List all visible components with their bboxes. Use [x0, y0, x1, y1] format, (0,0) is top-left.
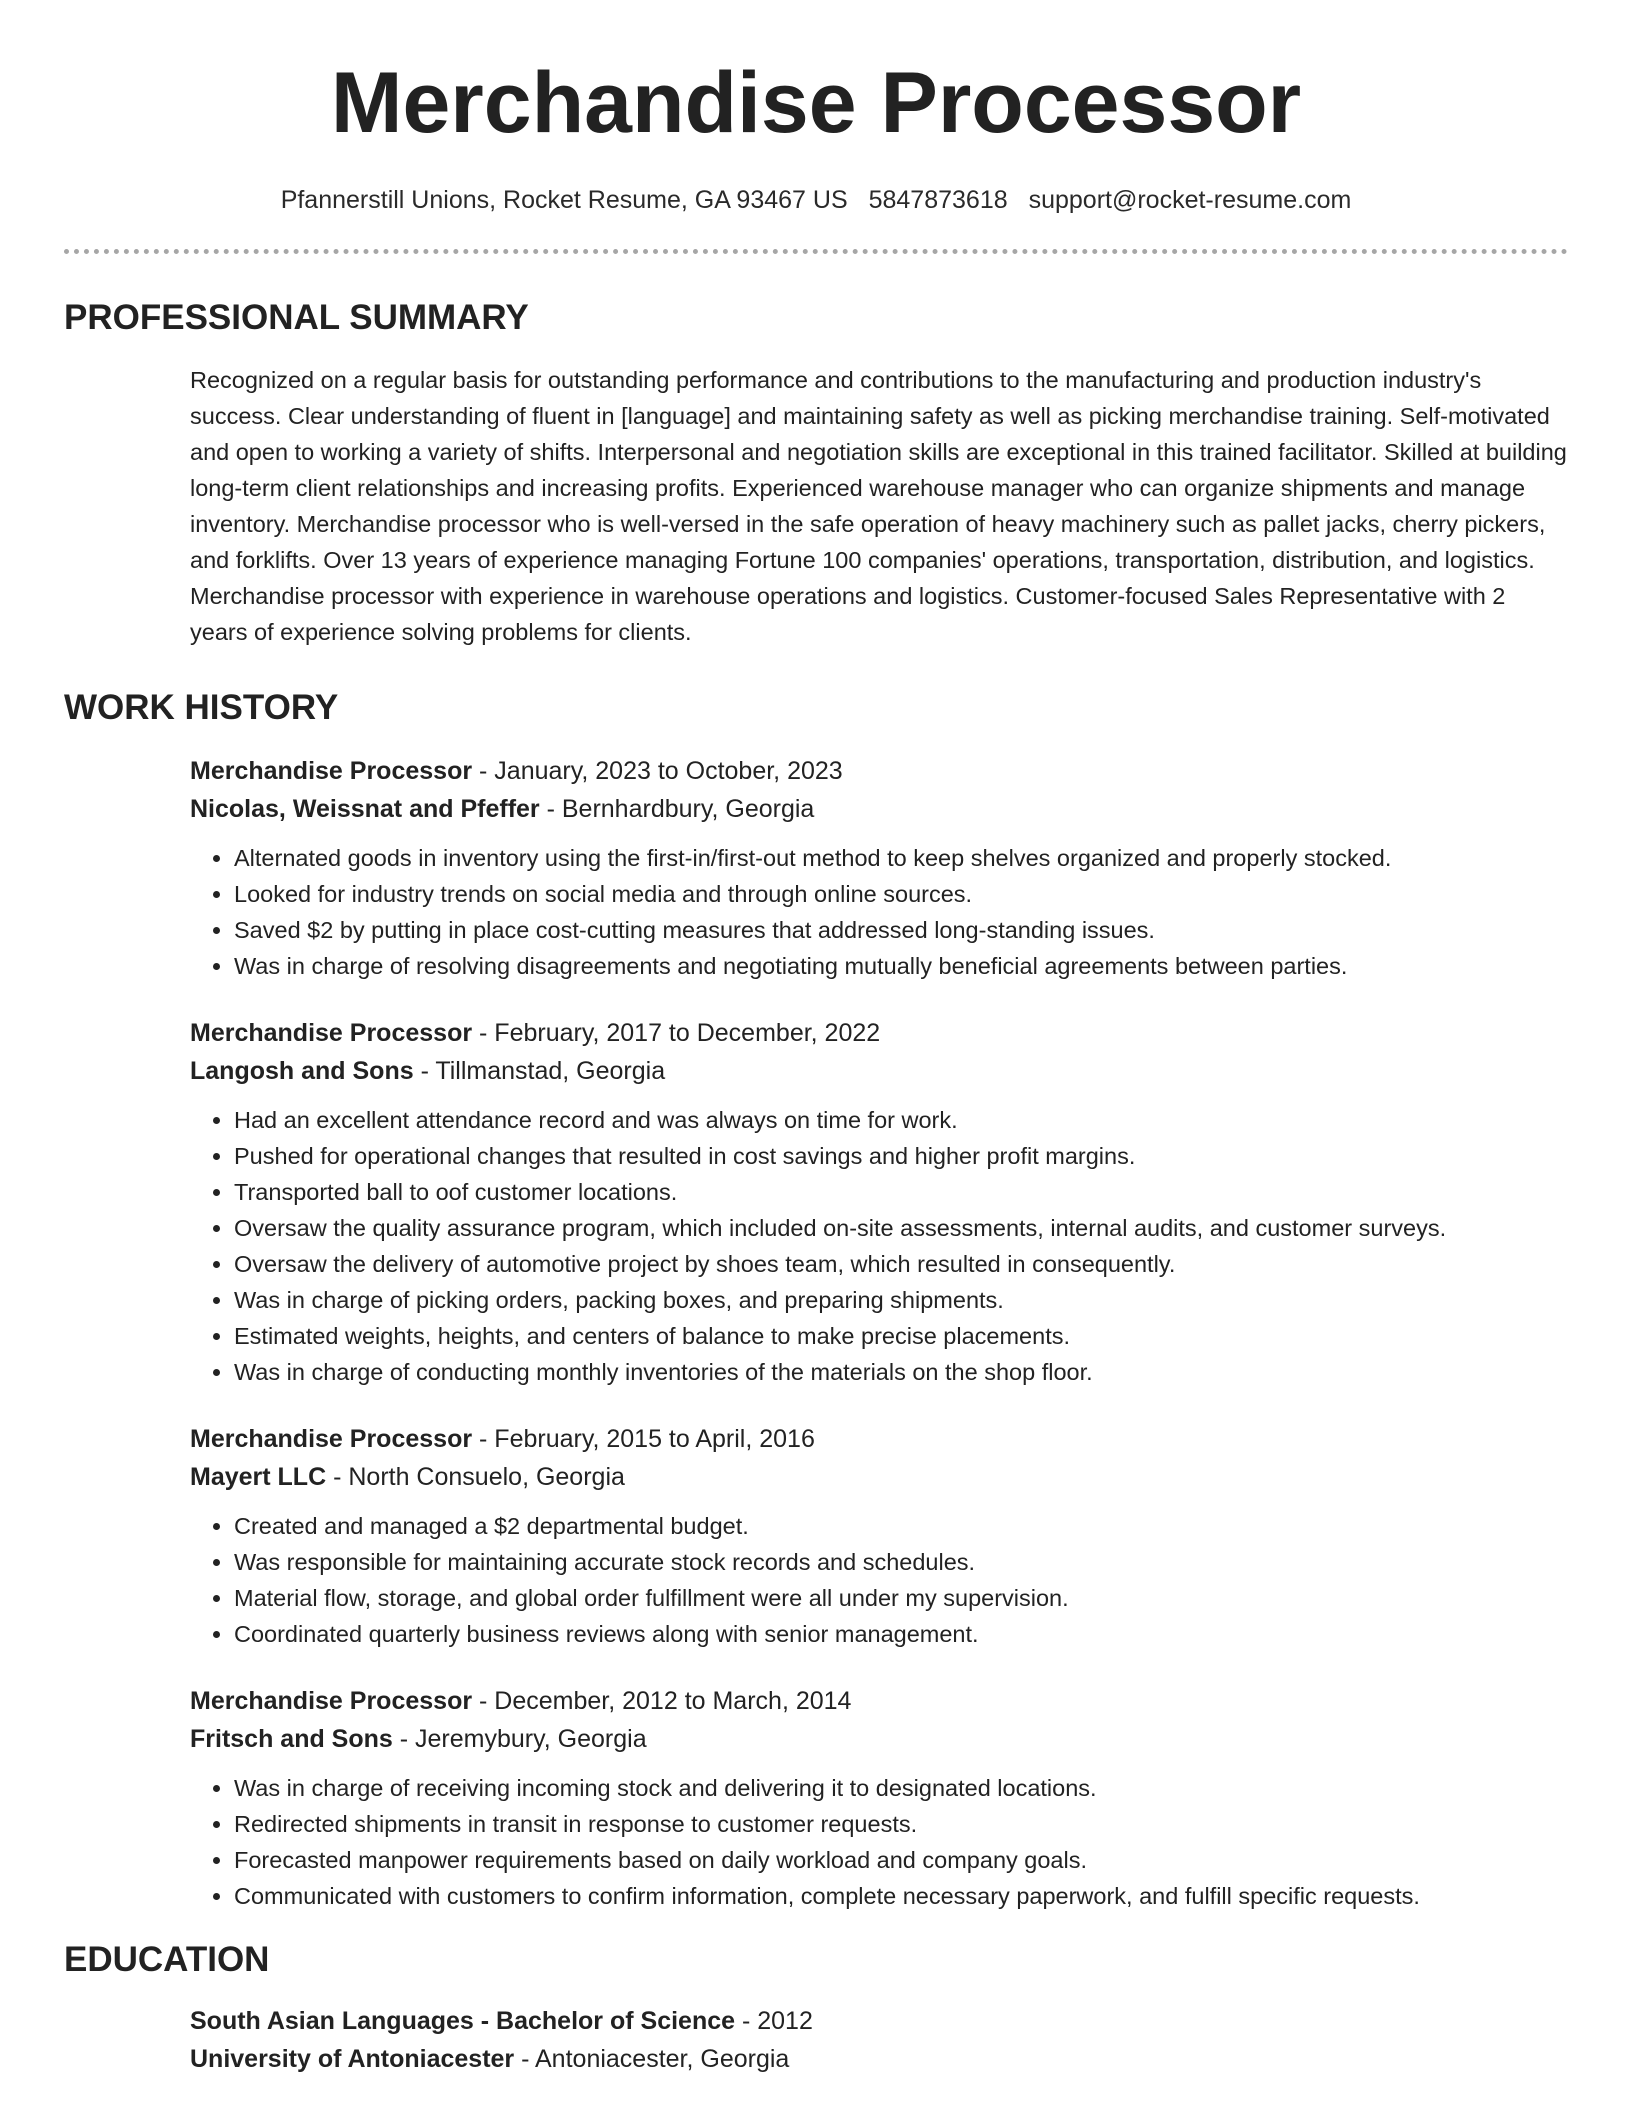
job-role: Merchandise Processor [190, 1425, 473, 1453]
job-dates: - January, 2023 to October, 2023 [472, 757, 843, 785]
job-company: Langosh and Sons [190, 1057, 414, 1085]
job-bullet: • Created and managed a $2 departmental budget. [234, 1508, 1568, 1544]
job-dates: - December, 2012 to March, 2014 [472, 1687, 852, 1715]
job-company-line [190, 790, 1568, 828]
summary-heading: PROFESSIONAL SUMMARY [64, 298, 529, 337]
job-role: Merchandise Processor [190, 1687, 473, 1715]
job-bullet: • Pushed for operational changes that resulted in cost savings and higher profit margins. [234, 1138, 1568, 1174]
job-entry [190, 1014, 1568, 1390]
job-dates: - February, 2017 to December, 2022 [472, 1019, 881, 1047]
job-title-line [190, 752, 1568, 790]
job-bullet: • Coordinated quarterly business reviews along with senior management. [234, 1616, 1568, 1652]
job-bullet: • Oversaw the delivery of automotive project by shoes team, which resulted in consequently. [234, 1246, 1568, 1282]
job-bullet: • Oversaw the quality assurance program, which included on-site assessments, internal audits, and customer surveys. [234, 1210, 1568, 1246]
work-history-heading: WORK HISTORY [64, 688, 339, 727]
job-bullet: • Was in charge of conducting monthly inventories of the materials on the shop floor. [234, 1354, 1568, 1390]
education-degree-line [190, 2002, 1568, 2040]
job-entry [190, 1420, 1568, 1652]
education-year: - 2012 [735, 2007, 813, 2035]
job-entry [190, 1682, 1568, 1914]
job-company: Mayert LLC [190, 1463, 327, 1491]
education-school-line [190, 2040, 1568, 2078]
job-title-line [190, 1420, 1568, 1458]
header-divider [64, 249, 1568, 254]
job-bullets [190, 1508, 1568, 1652]
work-history-section [0, 688, 1632, 1914]
job-company: Nicolas, Weissnat and Pfeffer [190, 795, 540, 823]
job-list [190, 752, 1568, 1914]
education-degree: South Asian Languages - Bachelor of Science [190, 2007, 736, 2035]
job-location: - North Consuelo, Georgia [326, 1463, 625, 1491]
job-bullet: • Was in charge of resolving disagreements and negotiating mutually beneficial agreements between parties. [234, 948, 1568, 984]
contact-phone: 5847873618 [868, 186, 1008, 214]
summary-text: Recognized on a regular basis for outstanding performance and contributions to the manufacturing and production industry's success. Clear understanding of fluent in [language] and maintaining safety as well as picking merchandise training. Self-motivated and open to working a variety of shifts. Interpersonal and negotiation skills are exceptional in this trained facilitator. Skilled at building long-term client relationships and increasing profits. Experienced warehouse manager who can organize shipments and manage inventory. Merchandise processor who is well-versed in the safe operation of heavy machinery such as pallet jacks, cherry pickers, and forklifts. Over 13 years of experience managing Fortune 100 companies' operations, transportation, distribution, and logistics. Merchandise processor with experience in warehouse operations and logistics. Customer-focused Sales Representative with 2 years of experience solving problems for clients. [190, 367, 1567, 645]
job-bullets [190, 1770, 1568, 1914]
job-bullet: • Alternated goods in inventory using the first-in/first-out method to keep shelves organized and properly stocked. [234, 840, 1568, 876]
job-company: Fritsch and Sons [190, 1725, 393, 1753]
job-role: Merchandise Processor [190, 757, 473, 785]
job-bullet: • Redirected shipments in transit in response to customer requests. [234, 1806, 1568, 1842]
job-entry [190, 752, 1568, 984]
job-bullet: • Looked for industry trends on social media and through online sources. [234, 876, 1568, 912]
job-bullet: • Was in charge of receiving incoming stock and delivering it to designated locations. [234, 1770, 1568, 1806]
job-company-line [190, 1052, 1568, 1090]
job-bullet: • Had an excellent attendance record and was always on time for work. [234, 1102, 1568, 1138]
job-bullet: • Estimated weights, heights, and centers of balance to make precise placements. [234, 1318, 1568, 1354]
job-location: - Jeremybury, Georgia [392, 1725, 647, 1753]
job-location: - Tillmanstad, Georgia [413, 1057, 666, 1085]
education-section [0, 1940, 1632, 2078]
summary-section [0, 298, 1632, 650]
job-role: Merchandise Processor [190, 1019, 473, 1047]
job-title-line [190, 1014, 1568, 1052]
job-bullet: • Communicated with customers to confirm information, complete necessary paperwork, and fulfill specific requests. [234, 1878, 1568, 1914]
job-bullet: • Saved $2 by putting in place cost-cutting measures that addressed long-standing issues. [234, 912, 1568, 948]
contact-line [0, 186, 1632, 215]
job-company-line [190, 1720, 1568, 1758]
job-bullets [190, 1102, 1568, 1390]
job-bullet: • Was in charge of picking orders, packing boxes, and preparing shipments. [234, 1282, 1568, 1318]
job-bullet: • Forecasted manpower requirements based on daily workload and company goals. [234, 1842, 1568, 1878]
job-location: - Bernhardbury, Georgia [539, 795, 815, 823]
job-bullet: • Was responsible for maintaining accurate stock records and schedules. [234, 1544, 1568, 1580]
contact-email: support@rocket-resume.com [1028, 186, 1352, 214]
resume-name: Merchandise Processor [330, 55, 1302, 151]
job-company-line [190, 1458, 1568, 1496]
education-school: University of Antoniacester [190, 2045, 515, 2073]
job-title-line [190, 1682, 1568, 1720]
education-heading: EDUCATION [64, 1940, 270, 1979]
job-bullets [190, 840, 1568, 984]
contact-address: Pfannerstill Unions, Rocket Resume, GA 93467 US [280, 186, 848, 214]
job-dates: - February, 2015 to April, 2016 [472, 1425, 815, 1453]
job-bullet: • Material flow, storage, and global order fulfillment were all under my supervision. [234, 1580, 1568, 1616]
job-bullet: • Transported ball to oof customer locations. [234, 1174, 1568, 1210]
education-location: - Antoniacester, Georgia [514, 2045, 790, 2073]
